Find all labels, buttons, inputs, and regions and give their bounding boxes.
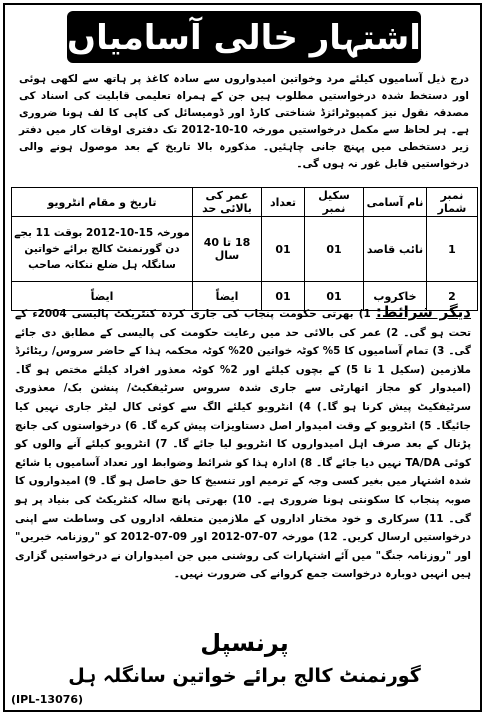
header-serial: نمبر شمار	[427, 188, 478, 217]
cell-interview: مورخہ 15-10-2012 بوقت 11 بجے دن گورنمنٹ کالج برائے خواتین سانگلہ ہل ضلع ننکانہ صاحب	[12, 217, 193, 282]
header-interview: تاریخ و مقام انٹرویو	[12, 188, 193, 217]
table-header-row	[12, 188, 478, 217]
cell-age-limit: 18 تا 40 سال	[193, 217, 262, 282]
advertisement-page	[3, 3, 482, 712]
cell-scale: 01	[305, 282, 364, 311]
vacancy-table	[11, 187, 478, 311]
cell-count: 01	[262, 282, 305, 311]
header-post-name: نام آسامی	[364, 188, 427, 217]
cell-serial: 1	[427, 217, 478, 282]
cell-interview: ایضاً	[12, 282, 193, 311]
header-age-limit: عمر کی بالائی حد	[193, 188, 262, 217]
intro-paragraph: درج ذیل آسامیوں کیلئے مرد وخواتین امیدواروں سے سادہ کاغذ پر ہاتھ سے لکھی ہوئی اور دستخط شدہ درخواستیں مطلوب ہیں جن کے ہمراہ تعلیمی قابلیت کی اسناد کی مصدقہ نقول نیز کمپیوٹرائزڈ شناختی کارڈ اور ڈومیسائل کی کاپی کا لف ہونا ضروری ہے۔ ہر لحاظ سے مکمل درخواستیں مورخہ 10-10-2012 تک دفتری اوقات کار میں دفتر زیر دستخطی میں پہنچ جانی چاہئیں۔ مذکورہ بالا تاریخ کے بعد موصول ہونے والی درخواستیں قابل غور نہ ہوں گی۔	[19, 73, 469, 170]
title-banner: اشتہار خالی آسامیاں	[67, 11, 421, 63]
cell-age-limit: ایضاً	[193, 282, 262, 311]
reference-code: (IPL-13076)	[11, 693, 84, 706]
cell-scale: 01	[305, 217, 364, 282]
header-count: تعداد	[262, 188, 305, 217]
cell-serial: 2	[427, 282, 478, 311]
header-scale: سکیل نمبر	[305, 188, 364, 217]
cell-count: 01	[262, 217, 305, 282]
cell-post-name: نائب قاصد	[364, 217, 427, 282]
conditions-heading: دیگر شرائط:	[375, 303, 472, 321]
conditions-section	[15, 303, 471, 584]
signature-institution: گورنمنٹ کالج برائے خواتین سانگلہ ہل	[68, 665, 421, 687]
signature-title: پرنسپل	[200, 629, 289, 657]
table-row	[12, 217, 478, 282]
conditions-text: 1) بھرتی حکومت پنجاب کی جاری کردہ کنٹریکٹ پالیسی 2004ء کے تحت ہو گی۔ 2) عمر کی بالائی حد میں رعایت حکومت کی پالیسی کے مطابق دی جائے گی۔ 3) تمام آسامیوں کا 5% کوٹہ خواتین 20% کوٹہ محکمہ ہذا کے حاضر سروس/ ریٹائرڈ ملازمین (سکیل 1 تا 5) کے بچوں کیلئے اور 2% کوٹہ معذور افراد کیلئے مختص ہو گا۔ (امیدوار کو مجاز اتھارٹی سے جاری شدہ سروس سرٹیفکیٹ/ پنشن بک/ معذوری سرٹیفکیٹ پیش کرنا ہو گا۔) 4) انٹرویو کیلئے الگ سے کوئی کال لیٹر جاری نہیں کیا جائیگا۔ 5) انٹرویو کے وقت امیدوار اصل دستاویزات پیش کرے گا۔ 6) درخواستوں کی جانچ پڑتال کے بعد صرف اہل امیدواروں کا انٹرویو لیا جائے گا۔ 7) انٹرویو کیلئے آنے والوں کو کوئی TA/DA نہیں دیا جائے گا۔ 8) ادارہ ہذا کو شرائط وضوابط اور تعداد آسامیوں یا شائع شدہ اشتہار میں بغیر کسی وجہ کے ترمیم اور تنسیخ کا حق حاصل ہو گا۔ 9) امیدواروں کا صوبہ پنجاب کا سکونتی ہونا ضروری ہے۔ 10) بھرتی پانچ سالہ کنٹریکٹ کی بنیاد پر ہو گی۔ 11) سرکاری و خود مختار اداروں کے ملازمین متعلقہ اداروں کی وساطت سے اپنی درخواستیں ارسال کریں۔ 12) مورخہ 07-07-2012 اور 09-07-2012 کو "روزنامہ خبریں" اور "روزنامہ جنگ" میں آئے اشتہارات کی روشنی میں جن امیدواران نے درخواستیں گزاری ہیں انہیں دوبارہ درخواست جمع کروانے کی ضرورت نہیں۔	[15, 308, 472, 581]
cell-post-name: خاکروب	[364, 282, 427, 311]
